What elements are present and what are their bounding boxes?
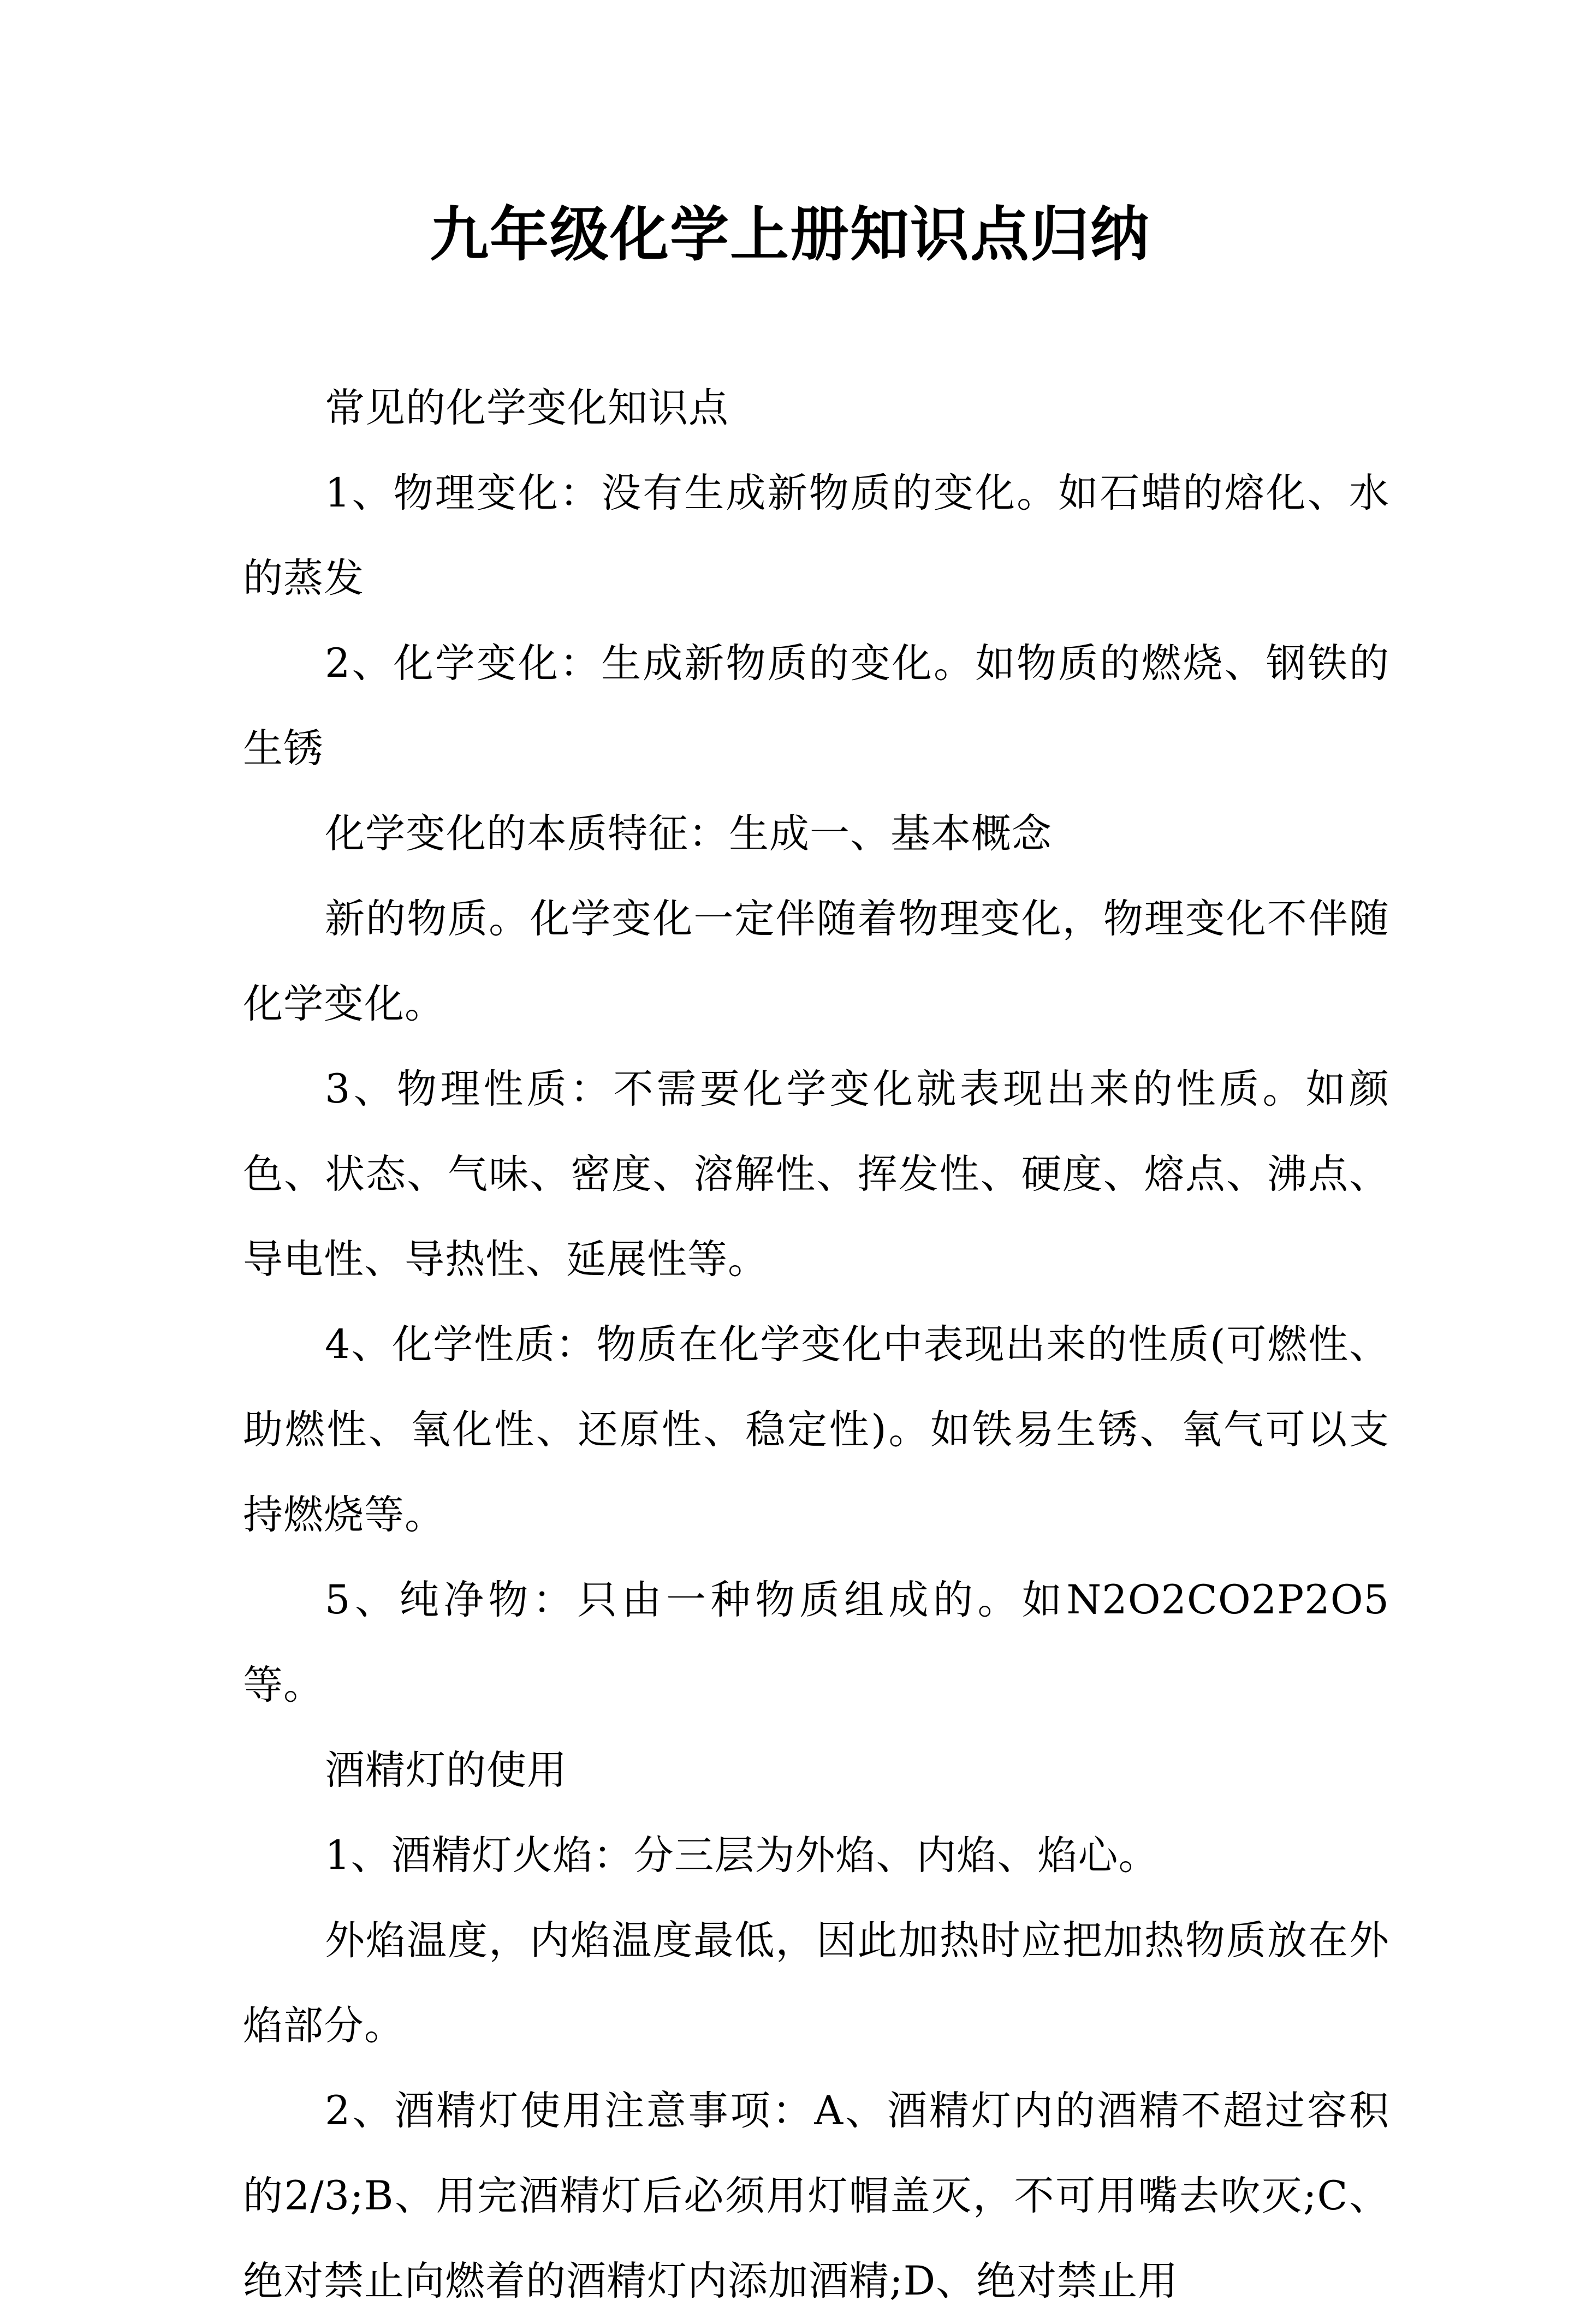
- document-title: 九年级化学上册知识点归纳: [429, 200, 1150, 269]
- paragraph-section-heading: 常见的化学变化知识点: [325, 385, 729, 431]
- paragraph-lamp-flame: 1、酒精灯火焰：分三层为外焰、内焰、焰心。: [325, 1832, 1159, 1879]
- paragraph-pure-substance: 5、纯净物：只由一种物质组成的。如N2O2CO2P2O5等。: [243, 1577, 1389, 1708]
- paragraph-chemical-change: 2、化学变化：生成新物质的变化。如物质的燃烧、钢铁的生锈: [243, 640, 1389, 772]
- paragraph-physical-change: 1、物理变化：没有生成新物质的变化。如石蜡的熔化、水的蒸发: [243, 470, 1389, 601]
- paragraph-flame-temperature: 外焰温度，内焰温度最低，因此加热时应把加热物质放在外焰部分。: [243, 1917, 1389, 2049]
- paragraph-lamp-precautions: 2、酒精灯使用注意事项：A、酒精灯内的酒精不超过容积的2/3;B、用完酒精灯后必须用灯帽盖灭，不可用嘴去吹灭;C、绝对禁止向燃着的酒精灯内添加酒精;D、绝对禁止用: [243, 2088, 1389, 2304]
- paragraph-new-substance: 新的物质。化学变化一定伴随着物理变化，物理变化不伴随化学变化。: [243, 896, 1389, 1027]
- paragraph-essential-feature: 化学变化的本质特征：生成一、基本概念: [325, 811, 1052, 857]
- paragraph-physical-property: 3、物理性质：不需要化学变化就表现出来的性质。如颜色、状态、气味、密度、溶解性、挥发性、硬度、熔点、沸点、导电性、导热性、延展性等。: [243, 1066, 1389, 1283]
- document-body: [243, 366, 1389, 2324]
- paragraph-chemical-property: 4、化学性质：物质在化学变化中表现出来的性质(可燃性、助燃性、氧化性、还原性、稳定性)。如铁易生锈、氧气可以支持燃烧等。: [243, 1321, 1389, 1538]
- paragraph-alcohol-lamp-heading: 酒精灯的使用: [325, 1747, 567, 1793]
